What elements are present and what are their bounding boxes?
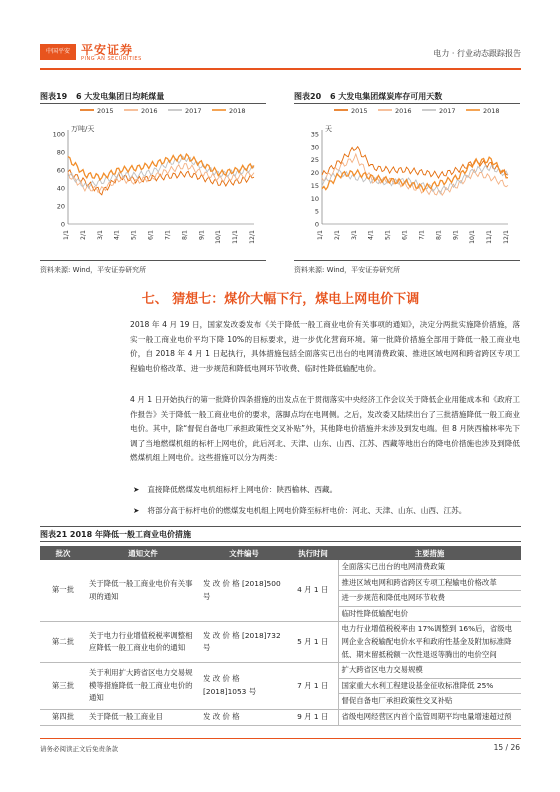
page-number: 15 / 26 <box>493 743 520 752</box>
x-tick-label: 12/1 <box>503 230 510 244</box>
x-tick-label: 10/1 <box>469 230 477 244</box>
x-tick-label: 8/1 <box>181 230 189 240</box>
doc-cell: 关于降低一般工商业目 <box>86 709 200 725</box>
x-tick-label: 8/1 <box>435 230 443 240</box>
legend-label: 2016 <box>141 107 158 115</box>
date-cell: 4 月 1 日 <box>288 560 338 622</box>
x-tick-label: 3/1 <box>350 230 358 240</box>
column-header: 执行时间 <box>288 546 338 560</box>
legend-label: 2018 <box>229 107 246 115</box>
figure-caption: 6 大发电集团日均耗煤量 <box>75 92 165 101</box>
measure-cell: 临时性降低输配电价 <box>338 606 521 622</box>
logo-badge: 中国平安 <box>40 44 76 60</box>
footer-disclaimer: 请务必阅读正文后免责条款 <box>40 745 118 753</box>
price-cut-table <box>40 546 521 726</box>
measure-cell: 电力行业增值税税率由 17%调整到 16%后，省级电网企业含税输配电价水平和政府性基金及附加标准降低、期末留抵税额一次性退返等腾出的电价空间 <box>338 622 521 663</box>
header-divider <box>40 68 521 70</box>
doc-cell: 关于利用扩大跨省区电力交易规模等措施降低一般工商业电价的通知 <box>86 663 200 710</box>
y-tick-label: 10 <box>310 194 319 203</box>
y-tick-label: 60 <box>56 166 65 175</box>
paragraph: 2018 年 4 月 19 日，国家发改委发布《关于降低一般工商业电价有关事项的通知》，决定分两批实施降价措施，落实一般工商业电价平均下降 10%的目标要求，进一步优化营商环境。第一批降价措施全部用于降低一般工商业电价，自 2018 年 4 月 1 日起执行，具体措施包括全面落实已出台的电网清费政策、推进区域电网和跨省跨区专项工程输电价格改革、进一步规范和降低电网环节收费、临时性降低输配电价。 <box>130 320 520 373</box>
measure-cell: 国家重大水利工程建设基金征收标准降低 25% <box>338 678 521 694</box>
doc-cell: 关于电力行业增值税税率调整相应降低一般工商业电价的通知 <box>86 622 200 663</box>
measure-cell: 全面落实已出台的电网清费政策 <box>338 560 521 575</box>
y-tick-label: 20 <box>56 202 65 211</box>
file-number-cell: 发 改 价 格 <box>200 709 288 725</box>
x-tick-label: 4/1 <box>367 230 375 240</box>
batch-cell: 第四批 <box>40 709 86 725</box>
x-tick-label: 11/1 <box>232 230 240 244</box>
table-row <box>40 663 521 679</box>
y-tick-label: 0 <box>60 220 65 229</box>
measure-cell: 督促自备电厂承担政策性交叉补贴 <box>338 694 521 710</box>
logo-text: 平安证券 <box>81 43 134 57</box>
figure-caption: 6 大发电集团煤炭库存可用天数 <box>329 92 443 101</box>
y-tick-label: 100 <box>52 130 65 139</box>
figure-source: 资料来源: Wind，平安证券研究所 <box>294 260 520 275</box>
x-tick-label: 9/1 <box>198 230 206 240</box>
table-row <box>40 560 521 575</box>
figure-coal-inventory <box>294 90 520 258</box>
batch-cell: 第一批 <box>40 560 86 622</box>
y-tick-label: 80 <box>56 148 65 157</box>
file-number-cell: 发 改 价 格 [2018]732 号 <box>200 622 288 663</box>
measure-cell: 扩大跨省区电力交易规模 <box>338 663 521 679</box>
x-tick-label: 10/1 <box>215 230 223 244</box>
x-tick-label: 7/1 <box>164 230 172 240</box>
coal-consumption-chart <box>40 104 266 256</box>
y-tick-label: 35 <box>310 130 319 139</box>
coal-inventory-chart <box>294 104 520 256</box>
page-header <box>40 40 521 66</box>
column-header: 文件编号 <box>200 546 288 560</box>
legend-label: 2017 <box>439 107 456 115</box>
figure-coal-consumption <box>40 90 266 258</box>
column-header: 主要措施 <box>338 546 521 560</box>
date-cell: 5 月 1 日 <box>288 622 338 663</box>
x-tick-label: 3/1 <box>96 230 104 240</box>
y-tick-label: 20 <box>310 169 319 178</box>
date-cell: 9 月 1 日 <box>288 709 338 725</box>
file-number-cell: 发 改 价 格 [2018]1053 号 <box>200 663 288 710</box>
bullet-text: 直接降低燃煤发电机组标杆上网电价：陕西榆林、西藏。 <box>147 485 338 494</box>
footer-divider <box>40 738 521 739</box>
arrow-icon: ➤ <box>133 485 140 494</box>
date-cell: 7 月 1 日 <box>288 663 338 710</box>
report-type: 电力 · 行业动态跟踪报告 <box>433 49 521 58</box>
table-title: 图表21 2018 年降低一般工商业电价措施 <box>40 526 521 542</box>
y-tick-label: 40 <box>56 184 65 193</box>
y-unit-label: 天 <box>325 125 332 133</box>
series-line-2016 <box>322 154 508 195</box>
figure-title <box>294 90 520 104</box>
series-line-2018 <box>322 157 508 191</box>
column-header: 通知文件 <box>86 546 200 560</box>
file-number-cell: 发 改 价 格 [2018]500 号 <box>200 560 288 622</box>
bullet-text: 将部分高于标杆电价的燃煤发电机组上网电价降至标杆电价：河北、天津、山东、山西、江苏。 <box>147 506 467 515</box>
y-tick-label: 25 <box>310 156 319 165</box>
table-row <box>40 622 521 663</box>
legend-label: 2015 <box>351 107 368 115</box>
arrow-icon: ➤ <box>133 506 140 515</box>
legend-label: 2016 <box>395 107 412 115</box>
y-unit-label: 万吨/天 <box>71 125 95 133</box>
column-header: 批次 <box>40 546 86 560</box>
legend-label: 2017 <box>185 107 202 115</box>
batch-cell: 第二批 <box>40 622 86 663</box>
figure-title <box>40 90 266 104</box>
doc-cell: 关于降低一般工商业电价有关事项的通知 <box>86 560 200 622</box>
figure-number: 图表19 <box>40 92 68 101</box>
y-tick-label: 30 <box>310 143 319 152</box>
batch-cell: 第三批 <box>40 663 86 710</box>
figure-source: 资料来源: Wind，平安证券研究所 <box>40 260 266 275</box>
x-tick-label: 6/1 <box>147 230 155 240</box>
x-tick-label: 4/1 <box>113 230 121 240</box>
legend-label: 2015 <box>97 107 114 115</box>
x-tick-label: 1/1 <box>63 230 70 240</box>
x-tick-label: 5/1 <box>384 230 392 240</box>
measure-cell: 省级电网经营区内首个监管周期平均电量增速超过预 <box>338 709 521 725</box>
x-tick-label: 12/1 <box>249 230 256 244</box>
table-row <box>40 709 521 725</box>
x-tick-label: 2/1 <box>79 230 87 240</box>
figure-number: 图表20 <box>294 92 322 101</box>
measure-cell: 进一步规范和降低电网环节收费 <box>338 591 521 607</box>
measure-cell: 推进区域电网和跨省跨区专项工程输电价格改革 <box>338 575 521 591</box>
x-tick-label: 5/1 <box>130 230 138 240</box>
x-tick-label: 6/1 <box>401 230 409 240</box>
section-title: 七、 猜想七：煤价大幅下行，煤电上网电价下调 <box>141 292 420 307</box>
y-tick-label: 0 <box>314 220 319 229</box>
x-tick-label: 9/1 <box>452 230 460 240</box>
y-tick-label: 15 <box>310 181 319 190</box>
table-header-row <box>40 546 521 560</box>
logo-subtext: PING AN SECURITIES <box>81 56 142 62</box>
y-tick-label: 5 <box>314 207 319 216</box>
x-tick-label: 1/1 <box>317 230 324 240</box>
x-tick-label: 2/1 <box>333 230 341 240</box>
paragraph: 4 月 1 日开始执行的第一批降价四条措施的出发点在于贯彻落实中央经济工作会议关于降低企业用能成本和《政府工作报告》关于降低一般工商业电价的要求，落脚点均在电网侧。之后，发改委又陆续出台了三批措施降低一般工商业电价。其中，除“督促自备电厂承担政策性交叉补贴”外，其他降电价措施并未涉及到发电端。但 8 月陕西榆林率先下调了当地燃煤机组的标杆上网电价，此后河北、天津、山东、山西、江苏、西藏等地出台的降电价措施也涉及到降低燃煤机组上网电价。这些措施可以分为两类： <box>130 395 520 463</box>
bullet-item <box>133 505 466 516</box>
x-tick-label: 7/1 <box>418 230 426 240</box>
x-tick-label: 11/1 <box>486 230 494 244</box>
series-line-2016 <box>68 164 254 193</box>
bullet-item <box>133 484 337 495</box>
legend-label: 2018 <box>483 107 500 115</box>
